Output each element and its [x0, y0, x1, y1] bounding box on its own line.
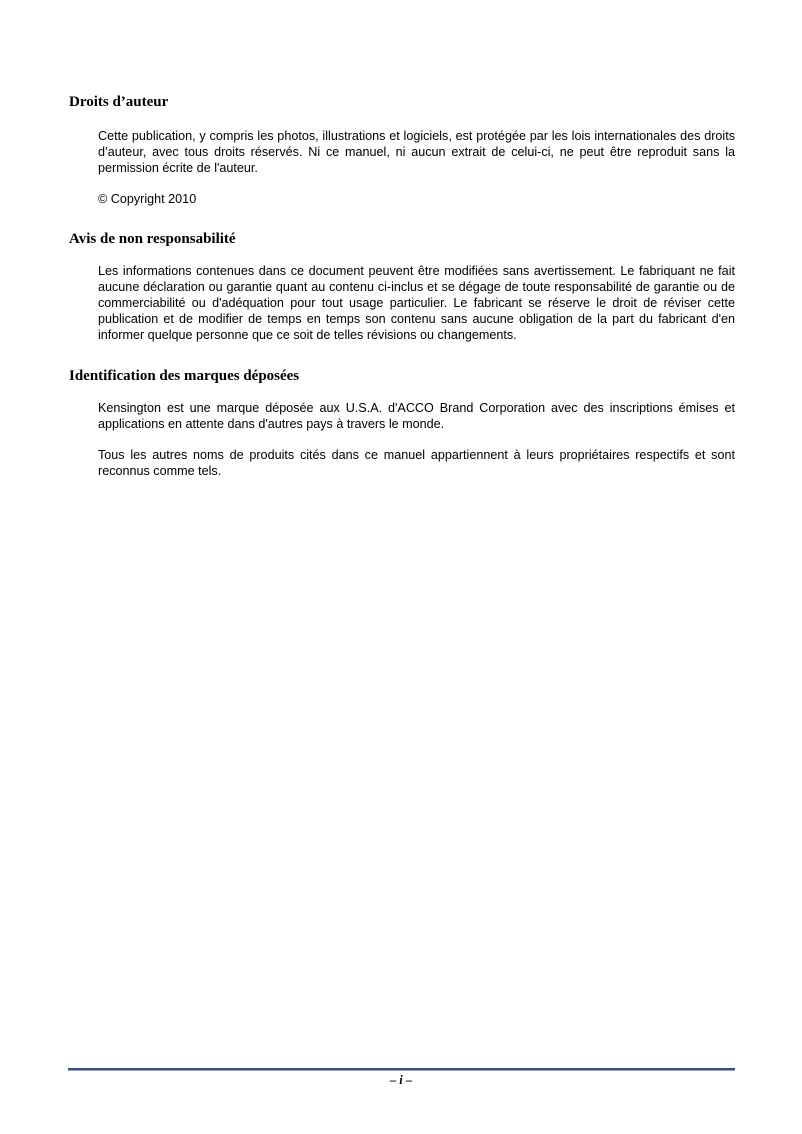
trademarks-paragraph-kensington: Kensington est une marque déposée aux U.S.A. d'ACCO Brand Corporation avec des inscriptions émises et applications en attente dans d'autres pays à travers le monde. [98, 401, 735, 431]
copyright-year: © Copyright 2010 [98, 192, 197, 206]
disclaimer-heading: Avis de non responsabilité [69, 231, 236, 247]
copyright-section [69, 93, 735, 207]
disclaimer-section [69, 230, 735, 343]
copyright-heading: Droits d’auteur [69, 94, 169, 110]
copyright-paragraph: Cette publication, y compris les photos, illustrations et logiciels, est protégée par les lois internationales des droits d’auteur, avec tous droits réservés. Ni ce manuel, ni aucun extrait de celui-ci, ne peut être reproduit sans la permission écrite de l'auteur. [98, 129, 735, 175]
trademarks-section [69, 367, 735, 479]
trademarks-heading: Identification des marques déposées [69, 368, 300, 384]
footer-rule [68, 1068, 735, 1071]
disclaimer-paragraph: Les informations contenues dans ce document peuvent être modifiées sans avertissement. Le fabriquant ne fait aucune déclaration ou garantie quant au contenu ci-inclus et se dégage de toute responsabilité de garantie ou de commerciabilité ou d'adéquation pour tout usage particulier. Le fabricant se réserve le droit de réviser cette publication et de modifier de temps en temps son contenu sans aucune obligation de la part du fabricant d'en informer quelque personne que ce soit de telles révisions ou changements. [98, 264, 735, 342]
trademarks-paragraph-others: Tous les autres noms de produits cités dans ce manuel appartiennent à leurs propriétaires respectifs et sont reconnus comme tels. [98, 448, 735, 478]
page-number: – i – [389, 1073, 413, 1087]
